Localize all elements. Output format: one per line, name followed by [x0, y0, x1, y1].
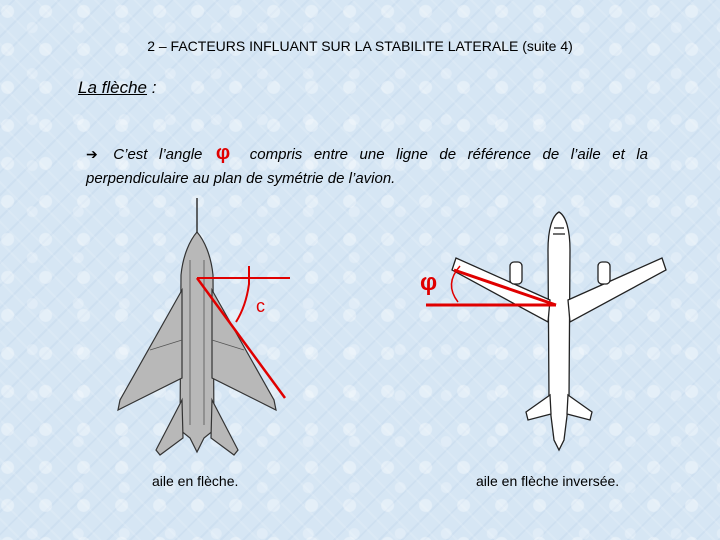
swept-wing-aircraft-figure: [118, 198, 276, 455]
section-title: La flèche: [78, 78, 147, 97]
phi-symbol: φ: [215, 142, 231, 164]
definition-text-after: compris entre une ligne de référence de l’aile et la perpendiculaire au plan de symétrie de l’avion.: [86, 146, 648, 187]
left-angle-label: c: [256, 296, 265, 316]
definition-text-before: C’est l’angle: [113, 146, 203, 163]
arrow-right-icon: ➔: [86, 146, 98, 162]
left-figure-caption: aile en flèche.: [152, 473, 239, 489]
right-angle-label: φ: [420, 269, 438, 296]
right-figure-caption: aile en flèche inversée.: [476, 473, 620, 489]
slide-title: 2 – FACTEURS INFLUANT SUR LA STABILITE LATERALE (suite 4): [147, 38, 573, 54]
forward-swept-aircraft-figure: [452, 212, 666, 450]
section-colon: :: [147, 78, 157, 97]
